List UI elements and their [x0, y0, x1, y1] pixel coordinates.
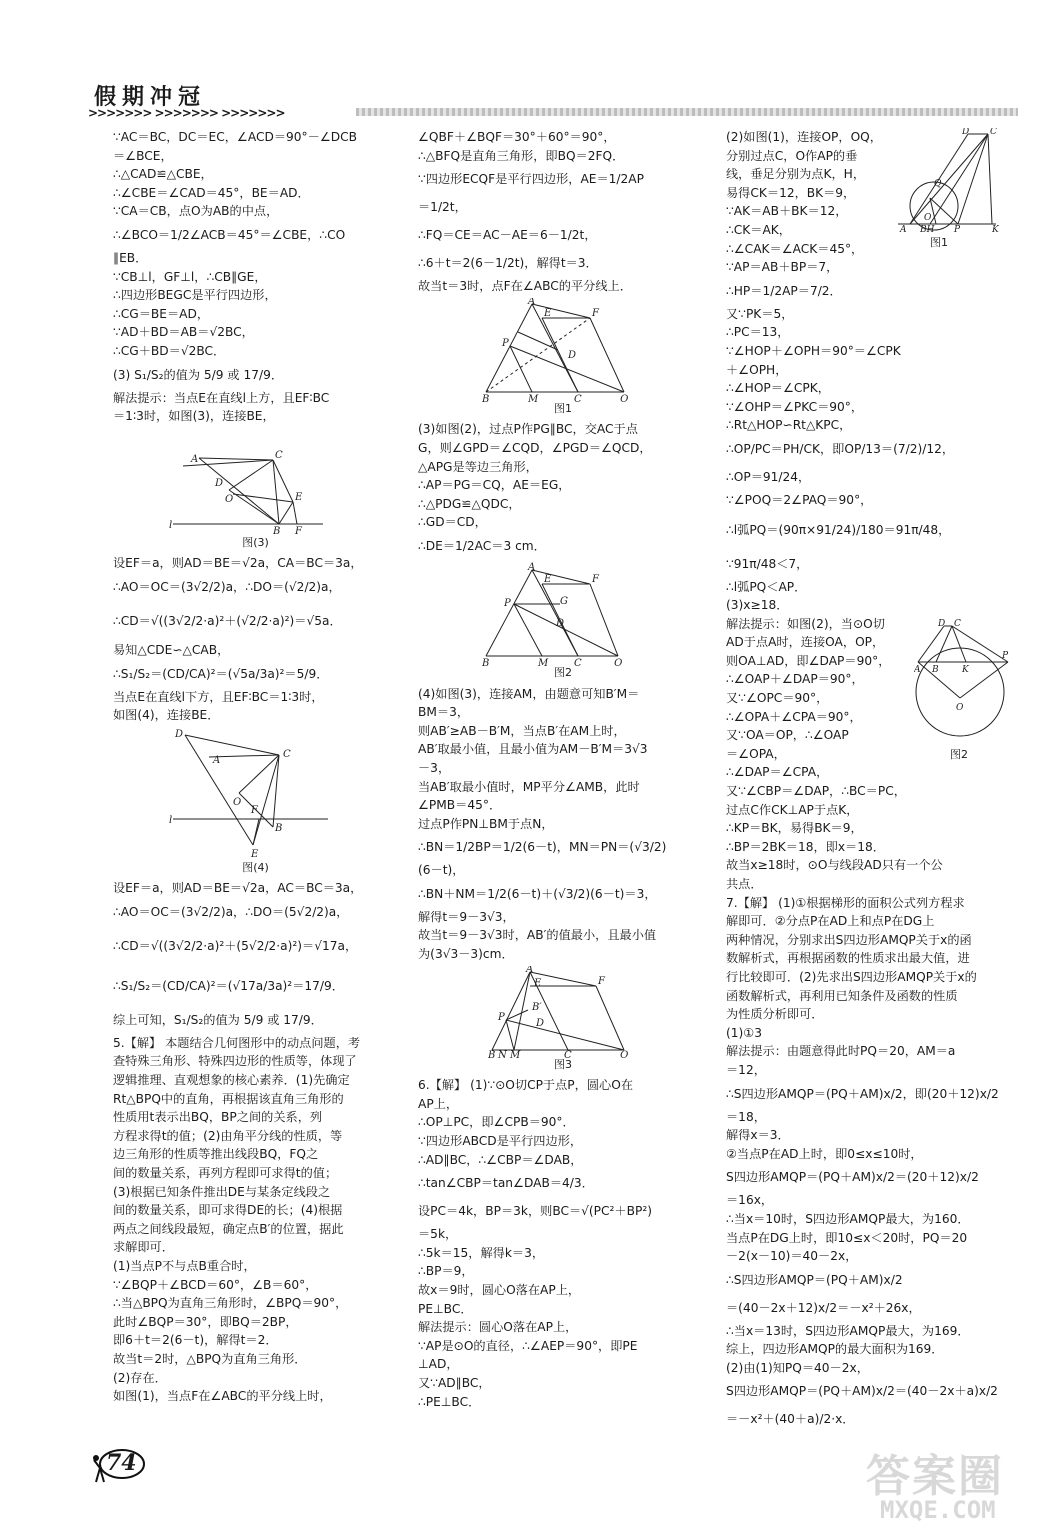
- text-line: 性质用t表示出BQ，BP之间的关系，列: [113, 1110, 323, 1125]
- text-line: 过点C作CK⊥AP于点K，: [726, 802, 859, 817]
- text-line: ∴AO＝OC＝(3√2/2)a，∴DO＝(5√2/2)a，: [113, 904, 349, 919]
- svg-text:B: B: [482, 393, 490, 402]
- svg-text:F: F: [592, 307, 599, 319]
- text-line: 数解析式，再根据函数的性质求出最大值，进: [726, 951, 970, 966]
- text-line: 解法提示：如图(2)，当⊙O切: [726, 616, 885, 631]
- svg-text:A: A: [528, 561, 536, 573]
- text-line: ∴△BFQ是直角三角形，即BQ＝2FQ．: [418, 148, 625, 163]
- svg-text:F: F: [251, 804, 258, 816]
- svg-text:M: M: [528, 393, 539, 402]
- text-line: 解得x＝3．: [726, 1128, 790, 1143]
- column-left: [113, 128, 398, 1406]
- svg-text:A: A: [213, 754, 221, 766]
- text-line: (2)由(1)知PQ＝40－2x，: [726, 1360, 869, 1375]
- svg-text:l: l: [169, 519, 173, 531]
- figure-2-middle: [418, 562, 708, 683]
- figure-3-left: [113, 428, 398, 553]
- text-line: ∴l弧PQ＝(90π×91/24)/180＝91π/48，: [726, 522, 951, 537]
- text-line: ∴Rt△HOP∽Rt△KPC，: [726, 418, 852, 433]
- text-line: ∵四边形ECQF是平行四边形，AE＝1/2AP: [418, 172, 644, 187]
- svg-text:E: E: [544, 573, 552, 585]
- svg-text:P: P: [498, 1011, 505, 1023]
- text-line: (1)当点P不与点B重合时，: [113, 1259, 256, 1273]
- figure-3-middle: [418, 966, 708, 1075]
- svg-text:K: K: [962, 665, 969, 675]
- text-line: ∴KP＝BK，易得BK＝9，: [726, 821, 863, 836]
- text-line: 解法提示：由题意得此时PQ＝20，AM＝a: [726, 1044, 956, 1059]
- svg-text:C: C: [275, 449, 283, 461]
- text-line: ∴CK＝AK，: [726, 222, 791, 237]
- text-line: ②当点P在AD上时，即0≤x≤10时，: [726, 1146, 923, 1161]
- page-header: [88, 78, 1018, 118]
- text-line: ∴FQ＝CE＝AC－AE＝6－1/2t，: [418, 228, 597, 243]
- page-number: 74: [106, 1450, 137, 1476]
- text-line: 为性质分析即可．: [726, 1007, 824, 1022]
- text-line: ∴∠BCO＝1/2∠ACB＝45°＝∠CBE，∴CO: [113, 227, 346, 242]
- svg-text:C: C: [574, 657, 582, 666]
- text-line: (2)存在．: [113, 1370, 167, 1385]
- text-line: (3)x≥18．: [726, 598, 789, 613]
- text-line: 行比较即可．(2)先求出S四边形AMQP关于x的: [726, 969, 977, 984]
- svg-text:D: D: [938, 619, 946, 629]
- figure-2-caption: 图2: [554, 665, 572, 679]
- svg-text:D: D: [556, 617, 565, 629]
- svg-text:O: O: [225, 493, 234, 505]
- text-line: －3，: [418, 760, 451, 775]
- text-line: 当AB′取最小值时，MP平分∠AMB，此时: [418, 779, 640, 794]
- text-line: ∴S₁/S₂＝(CD/CA)²＝(√5a/3a)²＝5/9．: [113, 666, 329, 681]
- page-number-badge: [90, 1446, 148, 1486]
- svg-text:B′: B′: [532, 1001, 542, 1013]
- text-line: ∴GD＝CD，: [418, 515, 487, 530]
- text-line: 又∵AD∥BC，: [418, 1375, 491, 1390]
- text-line: ∥EB．: [113, 250, 148, 265]
- text-line: 易得CK＝12，BK＝9，: [726, 185, 856, 200]
- text-line: 方程求得t的值；(2)由角平分线的性质，等: [113, 1128, 343, 1143]
- text-line: ∴HP＝1/2AP＝7/2．: [726, 283, 842, 298]
- text-line: ∴BN＝1/2BP＝1/2(6－t)，MN＝PN＝(√3/2): [418, 840, 667, 855]
- text-line: ∴S四边形AMQP＝(PQ＋AM)x/2: [726, 1272, 903, 1287]
- svg-text:Q: Q: [620, 393, 629, 402]
- text-line: 解即可．②分点P在AD上和点P在DG上: [726, 914, 935, 929]
- text-line: 故当t＝2时，△BPQ为直角三角形．: [113, 1351, 307, 1366]
- text-line: ∠PMB＝45°．: [418, 798, 502, 813]
- text-line: 如图(4)，连接BE．: [113, 708, 220, 723]
- svg-text:A: A: [528, 297, 536, 307]
- text-line: 当点E在直线l下方，且EF∶BC＝1∶3时，: [113, 689, 324, 704]
- text-line: ∵∠POQ＝2∠PAQ＝90°，: [726, 492, 873, 507]
- text-line: ＝16x，: [726, 1193, 774, 1208]
- svg-text:A: A: [900, 225, 907, 232]
- svg-text:B: B: [275, 822, 283, 834]
- text-line: ∴∠OPA＋∠CPA＝90°，: [726, 709, 862, 724]
- text-line: ∠QBF＋∠BQF＝30°＋60°＝90°，: [418, 130, 616, 144]
- text-line: PE⊥BC．: [418, 1301, 473, 1316]
- text-line: ∴CG＝BE＝AD，: [113, 306, 210, 321]
- text-line: ∵CA＝CB，点O为AB的中点，: [113, 204, 279, 219]
- text-line: ∴∠HOP＝∠CPK，: [726, 381, 830, 396]
- text-line: ∴当△BPQ为直角三角形时，∠BPQ＝90°，: [113, 1296, 348, 1311]
- text-line: ∵∠BQP＋∠BCD＝60°，∠B＝60°，: [113, 1277, 318, 1292]
- text-line: (3)如图(2)，过点P作PG∥BC，交AC于点: [418, 422, 638, 437]
- figure-1-caption: 图1: [554, 401, 572, 415]
- text-line: ∵∠HOP＋∠OPH＝90°＝∠CPK: [726, 343, 901, 358]
- text-line: 查特殊三角形、特殊四边形的性质等，体现了: [113, 1054, 357, 1069]
- text-line: (2)如图(1)，连接OP，OQ，: [726, 130, 882, 144]
- text-line: ∴CD＝√((3√2/2·a)²＋(5√2/2·a)²)＝√17a，: [113, 938, 358, 953]
- text-line: G，则∠GPD＝∠CQD，∠PGD＝∠QCD，: [418, 440, 652, 455]
- svg-text:D: D: [536, 1017, 545, 1029]
- text-line: ∴OP/PC＝PH/CK，即OP/13＝(7/2)/12，: [726, 441, 955, 456]
- text-line: 7.【解】 (1)①根据梯形的面积公式列方程求: [726, 895, 965, 910]
- svg-text:C: C: [990, 128, 997, 137]
- text-line: 设PC＝4k，BP＝3k，则BC＝√(PC²＋BP²): [418, 1204, 652, 1219]
- text-line: ＝1/2t，: [418, 200, 467, 215]
- text-line: 又∵OA＝OP，∴∠OAP: [726, 728, 849, 743]
- text-line: 又∵∠OPC＝90°，: [726, 691, 829, 706]
- svg-text:O: O: [924, 213, 932, 223]
- text-line: 线，垂足分别为点K，H，: [726, 167, 866, 182]
- svg-text:M: M: [510, 1049, 521, 1058]
- text-line: 解法提示：圆心O落在AP上，: [418, 1320, 578, 1335]
- text-line: ∵AC＝BC，DC＝EC，∠ACD＝90°－∠DCB: [113, 130, 357, 144]
- text-line: ∴AD∥BC，∴∠CBP＝∠DAB，: [418, 1152, 583, 1167]
- text-line: △APG是等边三角形，: [418, 459, 538, 474]
- svg-text:P: P: [1002, 651, 1009, 661]
- text-line: ∴∠OAP＋∠DAP＝90°，: [726, 672, 864, 687]
- text-line: ∴四边形BEGC是平行四边形，: [113, 288, 277, 303]
- text-line: ∴OP＝91/24，: [726, 469, 811, 484]
- text-line: 共点．: [726, 877, 763, 891]
- text-line: 6.【解】 (1)∵⊙O切CP于点P，圆心O在: [418, 1078, 634, 1093]
- text-line: Rt△BPQ中的直角，再根据该直角三角形的: [113, 1091, 344, 1106]
- text-line: 故x＝9时，圆心O落在AP上，: [418, 1283, 581, 1297]
- figure-3-caption: 图(3): [242, 535, 269, 549]
- column-right: [726, 128, 1016, 1433]
- svg-text:B: B: [482, 657, 490, 666]
- text-line: (3)根据已知条件推出DE与某条定线段之: [113, 1184, 331, 1199]
- svg-text:Q: Q: [934, 179, 942, 189]
- svg-text:D: D: [175, 728, 184, 740]
- text-line: ∴∠DAP＝∠CPA，: [726, 765, 829, 780]
- text-line: －2(x－10)＝40－2x，: [726, 1249, 858, 1264]
- header-chevrons: >>>>>>> >>>>>>> >>>>>>>: [88, 106, 285, 120]
- text-line: ∵AP＝AB＋BP＝7，: [726, 260, 839, 275]
- watermark-url: MXQE.COM: [880, 1496, 996, 1524]
- text-line: ＝18，: [726, 1109, 766, 1124]
- svg-text:Q: Q: [620, 1049, 629, 1058]
- svg-text:A: A: [191, 453, 199, 465]
- header-rule: [356, 108, 1018, 116]
- svg-text:E: E: [295, 491, 303, 503]
- text-line: 设EF＝a，则AD＝BE＝√2a，AC＝BC＝3a，: [113, 881, 363, 896]
- text-line: ∴当x＝10时，S四边形AMQP最大，为160．: [726, 1211, 970, 1226]
- text-line: ∴PE⊥BC．: [418, 1394, 481, 1409]
- text-line: ∴CG＋BD＝√2BC．: [113, 343, 226, 358]
- text-line: 又∵PK＝5，: [726, 306, 794, 321]
- text-line: ＝－x²＋(40＋a)/2·x．: [726, 1412, 855, 1427]
- text-line: 间的数量关系，即可求得DE的长；(4)根据: [113, 1203, 343, 1218]
- geometry-figure-3: [113, 428, 398, 536]
- text-line: 当点P在DG上时，即10≤x＜20时，PQ＝20: [726, 1230, 968, 1245]
- text-line: 5.【解】 本题结合几何图形中的动点问题，考: [113, 1035, 361, 1050]
- text-line: ∴BN＋NM＝1/2(6－t)＋(√3/2)(6－t)＝3，: [418, 886, 657, 901]
- svg-text:B: B: [273, 525, 281, 536]
- text-line: (4)如图(3)，连接AM，由题意可知B′M＝: [418, 686, 640, 701]
- svg-text:P: P: [504, 597, 511, 609]
- text-line: 故当t＝9－3√3时，AB′的值最小，且最小值: [418, 928, 657, 943]
- text-line: 此时∠BQP＝30°，即BQ＝2BP，: [113, 1314, 298, 1329]
- svg-text:BH: BH: [920, 225, 935, 232]
- text-line: 解得t＝9－3√3，: [418, 909, 515, 924]
- text-line: 两点之间线段最短，确定点B′的位置，据此: [113, 1221, 344, 1236]
- text-line: 又∵∠CBP＝∠DAP，∴BC＝PC，: [726, 784, 906, 799]
- figure-1-middle: [418, 298, 708, 419]
- book-title: 假期冲冠: [94, 84, 207, 110]
- svg-text:A: A: [526, 965, 534, 975]
- text-line: ∴BP＝2BK＝18，即x＝18．: [726, 839, 885, 854]
- text-line: 间的数量关系，再列方程即可求得t的值；: [113, 1166, 338, 1181]
- text-line: ∴当x＝13时，S四边形AMQP最大，为169．: [726, 1323, 970, 1338]
- svg-text:C: C: [574, 393, 582, 402]
- svg-text:P: P: [954, 225, 961, 232]
- text-line: 分别过点C，O作AP的垂: [726, 148, 858, 163]
- col3-figure-2-caption: 图2: [950, 748, 968, 761]
- text-line: ＝1∶3时，如图(3)，连接BE，: [113, 409, 275, 424]
- text-line: ∴OP⊥PC，即∠CPB＝90°．: [418, 1115, 575, 1130]
- text-line: ∵四边形ABCD是平行四边形，: [418, 1134, 583, 1149]
- figure-4-caption: 图(4): [242, 860, 269, 874]
- text-line: ∴S₁/S₂＝(CD/CA)²＝(√17a/3a)²＝17/9．: [113, 978, 344, 993]
- svg-text:O: O: [956, 703, 964, 713]
- text-line: 求解即可．: [113, 1240, 174, 1255]
- watermark-logo-text: 答案圈: [866, 1451, 1004, 1502]
- text-line: 逻辑推理、直观想象的核心素养．(1)先确定: [113, 1073, 350, 1088]
- text-line: 综上可知，S₁/S₂的值为 5/9 或 17/9．: [113, 1012, 323, 1027]
- text-line: ∵AD＋BD＝AB＝√2BC，: [113, 325, 254, 340]
- text-line: 过点P作PN⊥BM于点N，: [418, 816, 554, 831]
- figure-4-left: [113, 727, 398, 878]
- text-line: (3) S₁/S₂的值为 5/9 或 17/9．: [113, 367, 284, 382]
- text-line: ＝∠OPA，: [726, 746, 786, 761]
- svg-text:C: C: [283, 748, 291, 760]
- svg-text:A: A: [914, 665, 921, 675]
- svg-text:D: D: [215, 477, 224, 489]
- text-line: ∴CD＝√((3√2/2·a)²＋(√2/2·a)²)＝√5a．: [113, 613, 342, 628]
- text-line: 则OA⊥AD，即∠DAP＝90°，: [726, 653, 891, 668]
- text-line: 为(3√3－3)cm．: [418, 947, 514, 962]
- text-line: S四边形AMQP＝(PQ＋AM)x/2＝(40－2x＋a)x/2: [726, 1384, 998, 1399]
- text-line: 则AB′≥AB－B′M，当点B′在AM上时，: [418, 723, 626, 738]
- text-line: ∵∠OHP＝∠PKC＝90°，: [726, 399, 864, 414]
- svg-text:F: F: [598, 975, 605, 987]
- svg-text:F: F: [295, 525, 302, 536]
- text-line: 解法提示：当点E在直线l上方，且EF∶BC: [113, 390, 330, 405]
- svg-text:C: C: [564, 1049, 572, 1058]
- svg-text:M: M: [538, 657, 549, 666]
- text-line: ⊥AD，: [418, 1357, 459, 1372]
- geometry-figure-4: [113, 727, 398, 861]
- figure-3b-caption: 图3: [554, 1057, 572, 1071]
- geometry-figure-2: [418, 562, 708, 666]
- text-line: ＝∠BCE，: [113, 148, 173, 163]
- text-line: ∴△PDG≌△QDC，: [418, 496, 521, 511]
- text-line: ＝12，: [726, 1062, 766, 1077]
- svg-text:l: l: [169, 814, 173, 826]
- svg-text:O: O: [233, 796, 242, 808]
- text-line: ∴AO＝OC＝(3√2/2)a，∴DO＝(√2/2)a，: [113, 579, 341, 594]
- svg-text:P: P: [502, 337, 509, 349]
- text-line: ∴S四边形AMQP＝(PQ＋AM)x/2，即(20＋12)x/2: [726, 1086, 999, 1101]
- svg-text:D: D: [568, 349, 577, 361]
- geometry-figure-3b: [418, 966, 708, 1058]
- svg-text:K: K: [992, 225, 999, 232]
- watermark: [860, 1440, 1040, 1526]
- geometry-figure-1: [418, 298, 708, 402]
- svg-text:N: N: [498, 1049, 507, 1058]
- text-line: ∵91π/48＜7，: [726, 556, 809, 571]
- text-line: 如图(1)，当点F在∠ABC的平分线上时，: [113, 1389, 332, 1404]
- col3-figure-1-caption: 图1: [930, 236, 948, 249]
- svg-text:F: F: [592, 573, 599, 585]
- text-line: ∴△CAD≌△CBE，: [113, 167, 213, 182]
- svg-text:C: C: [954, 619, 961, 629]
- text-line: ∴∠CBE＝∠CAD＝45°，BE＝AD．: [113, 185, 310, 200]
- svg-text:B: B: [488, 1049, 496, 1058]
- text-line: ∴6＋t＝2(6－1/2t)，解得t＝3．: [418, 256, 598, 271]
- text-line: ∵CB⊥l，GF⊥l，∴CB∥GE，: [113, 269, 267, 284]
- svg-text:B: B: [932, 665, 939, 675]
- text-line: AB′取最小值，且最小值为AM－B′M＝3√3: [418, 742, 648, 757]
- text-line: 函数解析式，再利用已知条件及函数的性质: [726, 988, 958, 1003]
- text-line: AP上，: [418, 1096, 459, 1111]
- text-line: ∴PC＝13，: [726, 325, 790, 340]
- text-line: 故当t＝3时，点F在∠ABC的平分线上．: [418, 279, 632, 294]
- column-middle: [418, 128, 708, 1411]
- svg-text:G: G: [560, 595, 568, 607]
- text-line: S四边形AMQP＝(PQ＋AM)x/2＝(20＋12)x/2: [726, 1170, 979, 1185]
- text-line: ∴DE＝1/2AC＝3 cm．: [418, 538, 546, 553]
- text-line: ∴AP＝PG＝CQ，AE＝EG，: [418, 478, 571, 493]
- text-line: AD于点A时，连接OA，OP，: [726, 635, 885, 650]
- text-line: (1)①3: [726, 1025, 762, 1040]
- text-line: 边三角形的性质等推出线段BQ，FQ之: [113, 1147, 319, 1162]
- text-line: ∴5k＝15，解得k＝3，: [418, 1245, 545, 1260]
- text-line: 综上，四边形AMQP的最大面积为169．: [726, 1342, 944, 1357]
- svg-text:D: D: [962, 128, 970, 137]
- svg-text:E: E: [251, 848, 259, 860]
- svg-text:E: E: [534, 977, 542, 989]
- text-line: ＋∠OPH，: [726, 362, 788, 377]
- text-line: 即6＋t＝2(6－t)，解得t＝2．: [113, 1333, 278, 1348]
- text-line: 两种情况，分别求出S四边形AMQP关于x的函: [726, 932, 972, 947]
- text-line: ∴l弧PQ＜AP．: [726, 579, 807, 594]
- text-line: 设EF＝a，则AD＝BE＝√2a，CA＝BC＝3a，: [113, 556, 363, 571]
- text-line: ∵AK＝AB＋BK＝12，: [726, 204, 848, 219]
- text-line: ＝(40－2x＋12)x/2＝－x²＋26x，: [726, 1300, 921, 1315]
- text-line: ∵AP是⊙O的直径，∴∠AEP＝90°，即PE: [418, 1338, 638, 1353]
- text-line: ＝5k，: [418, 1227, 458, 1242]
- text-line: BM＝3，: [418, 705, 470, 720]
- text-line: (6－t)，: [418, 863, 465, 878]
- text-line: 易知△CDE∽△CAB，: [113, 642, 230, 657]
- svg-text:Q: Q: [614, 657, 623, 666]
- text-line: ∴BP＝9，: [418, 1264, 474, 1279]
- text-line: ∴∠CAK＝∠ACK＝45°，: [726, 241, 864, 256]
- text-line: 故当x≥18时，⊙O与线段AD只有一个公: [726, 858, 943, 873]
- text-line: ∴tan∠CBP＝tan∠DAB＝4/3．: [418, 1176, 594, 1191]
- svg-text:E: E: [544, 307, 552, 319]
